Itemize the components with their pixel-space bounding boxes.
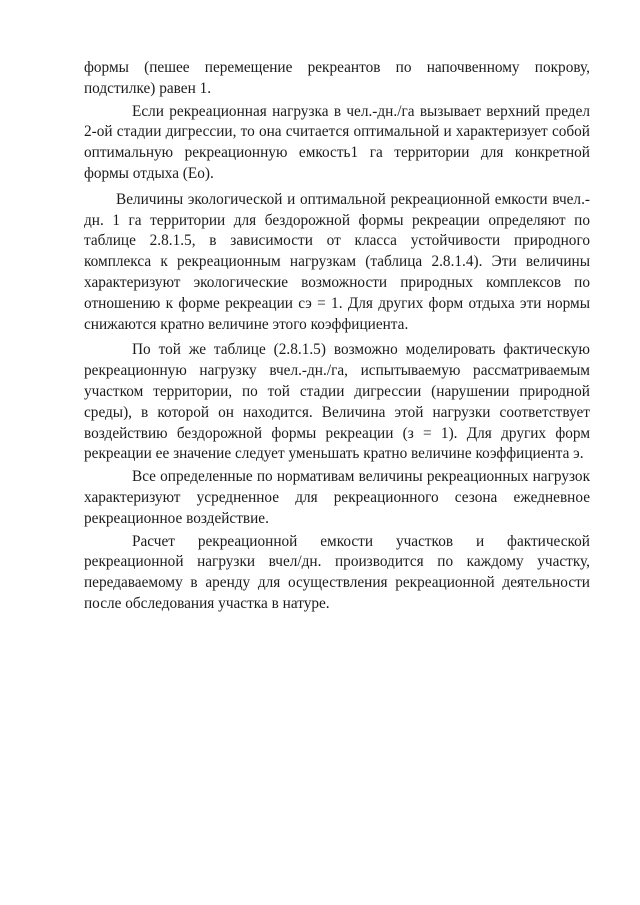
paragraph-ecological-capacity: Величины экологической и оптимальной рекреационной емкости вчел.-дн. 1 га территории для бездорожной формы рекреации определяют по таблице 2.8.1.5, в зависимости от класса устойчивости природного комплекса к рекреационным нагрузкам (таблица 2.8.1.4). Эти величины характеризуют экологические возможности природных комплексов по отношению к форме рекреации сэ = 1. Для других форм отдыха эти нормы снижаются кратно величине этого коэффициента. [84, 190, 590, 333]
paragraph-normative-loads: Все определенные по нормативам величины рекреационных нагрузок характеризуют усредненное для рекреационного сезона ежедневное рекреационное воздействие. [84, 468, 590, 527]
paragraph-continuation: формы (пешее перемещение рекреантов по напочвенному покрову, подстилке) равен 1. [84, 59, 590, 97]
document-body [84, 58, 590, 615]
paragraph-optimal-capacity: Если рекреационная нагрузка в чел.-дн./га вызывает верхний предел 2-ой стадии дигрессии, то она считается оптимальной и характеризует собой оптимальную рекреационную емкость1 га территории для конкретной формы отдыха (Ео). [84, 102, 590, 182]
paragraph-calculation: Расчет рекреационной емкости участков и фактической рекреационной нагрузки вчел/дн. производится по каждому участку, передаваемому в аренду для осуществления рекреационной деятельности после обследования участка в натуре. [84, 532, 590, 612]
paragraph-actual-load: По той же таблице (2.8.1.5) возможно моделировать фактическую рекреационную нагрузку вчел.-дн./га, испытываемую рассматриваемым участком территории, по той стадии дигрессии (нарушении природной среды), в которой он находится. Величина этой нагрузки соответствует воздействию бездорожной формы рекреации (з = 1). Для других форм рекреации ее значение следует уменьшать кратно величине коэффициента э. [84, 341, 590, 463]
